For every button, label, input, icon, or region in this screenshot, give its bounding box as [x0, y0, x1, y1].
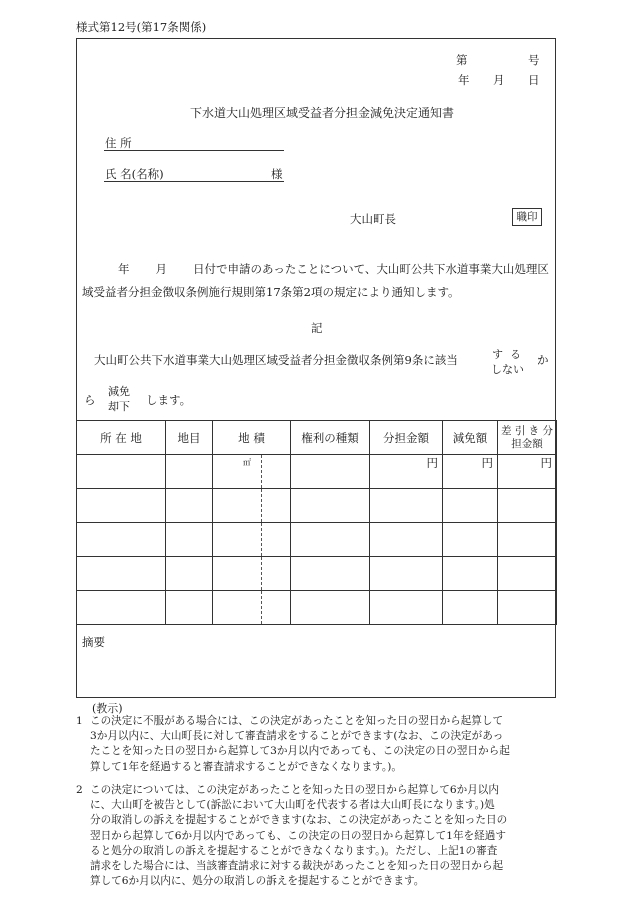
honorific: 様	[271, 167, 283, 181]
col-area: 地 積	[213, 421, 291, 455]
cell-charge-amount[interactable]	[370, 557, 443, 591]
decimal-divider	[261, 557, 290, 590]
cell-net-charge[interactable]	[498, 455, 557, 489]
cell-land-category[interactable]	[166, 455, 213, 489]
cell-right-type[interactable]	[291, 489, 370, 523]
official-seal-box: 職印	[512, 208, 542, 226]
note-2	[76, 783, 507, 889]
date-month-label: 月	[493, 73, 505, 87]
cell-location[interactable]	[77, 455, 166, 489]
cell-reduction-amount[interactable]	[443, 591, 498, 625]
cell-charge-amount[interactable]	[370, 523, 443, 557]
cell-right-type[interactable]	[291, 591, 370, 625]
decision-text-1: 大山町公共下水道事業大山処理区域受益者分担金徴収条例第9条に該当	[94, 353, 458, 367]
cell-net-charge[interactable]	[498, 557, 557, 591]
name-label: 氏 名(名称)	[105, 167, 164, 181]
col-charge-amount: 分担金額	[370, 421, 443, 455]
cell-location[interactable]	[77, 489, 166, 523]
yen-unit: 円	[540, 456, 552, 470]
sqm-unit: ㎡	[243, 458, 251, 467]
decision-shimasu: します。	[146, 393, 192, 407]
remarks-label: 摘要	[82, 635, 105, 649]
cell-area[interactable]	[213, 523, 291, 557]
note-2-line: 翌日から起算して6か月以内であっても、この決定の日の翌日から起算して1年を経過す	[90, 829, 506, 842]
note-2-number: 2	[76, 784, 83, 796]
cell-reduction-amount[interactable]	[443, 523, 498, 557]
decimal-divider	[261, 489, 290, 522]
cell-right-type[interactable]	[291, 455, 370, 489]
document-number-suffix: 号	[528, 53, 540, 67]
cell-area[interactable]	[213, 591, 291, 625]
intro-line-2: 域受益者分担金徴収条例施行規則第17条第2項の規定により通知します。	[82, 285, 460, 299]
decision-ka: か	[537, 353, 549, 367]
option-shinai: しない	[491, 363, 524, 376]
decimal-divider	[261, 523, 290, 556]
date-day-label: 日	[528, 73, 540, 87]
note-2-line: 算して6か月以内に、処分の取消しの訴えを提起することができます。	[90, 875, 425, 888]
name-underline	[104, 181, 284, 182]
cell-area[interactable]	[213, 455, 291, 489]
notes-title: (教示)	[92, 702, 123, 715]
ki-heading: 記	[311, 321, 323, 335]
intro-line-1	[118, 261, 549, 277]
cell-location[interactable]	[77, 591, 166, 625]
note-1-line: 1 この決定に不服がある場合には、この決定があったことを知った日の翌日から起算して	[76, 714, 510, 729]
cell-area[interactable]	[213, 557, 291, 591]
cell-net-charge[interactable]	[498, 591, 557, 625]
yen-unit: 円	[426, 456, 438, 470]
decimal-divider	[261, 591, 290, 624]
note-1-number: 1	[76, 715, 83, 727]
cell-charge-amount[interactable]	[370, 489, 443, 523]
table-row	[77, 591, 557, 625]
note-1-line: 算して1年を経過すると審査請求することができなくなります。)。	[90, 760, 402, 773]
col-reduction-amount: 減免額	[443, 421, 498, 455]
date-year-label: 年	[458, 73, 470, 87]
option-suru: する	[492, 348, 528, 361]
note-2-line: ると処分の取消しの訴えを提起することができなくなります。)。ただし、上記1の審査	[90, 844, 498, 857]
option-kyakka: 却下	[108, 400, 130, 413]
col-land-category: 地目	[166, 421, 213, 455]
col-location: 所 在 地	[77, 421, 166, 455]
cell-net-charge[interactable]	[498, 523, 557, 557]
cell-area[interactable]	[213, 489, 291, 523]
address-label: 住 所	[105, 136, 132, 150]
note-1-line: 3か月以内に、大山町長に対して審査請求をすることができます(なお、この決定があっ	[90, 730, 504, 743]
note-2-line: に、大山町を被告として(訴訟において大山町を代表する者は大山町長になります。)処	[90, 799, 495, 812]
decimal-divider	[261, 455, 290, 488]
intro-month: 月	[155, 262, 167, 276]
cell-net-charge[interactable]	[498, 489, 557, 523]
cell-right-type[interactable]	[291, 523, 370, 557]
document-number-prefix: 第	[456, 53, 468, 67]
note-2-line: 分の取消しの訴えを提起することができます(なお、この決定があったことを知った日の	[90, 814, 508, 827]
remarks-divider	[76, 624, 556, 625]
table-row	[77, 557, 557, 591]
table-row	[77, 523, 557, 557]
intro-text-1: 日付で申請のあったことについて、大山町公共下水道事業大山処理区	[193, 262, 549, 276]
note-1	[76, 714, 510, 775]
address-underline	[104, 150, 284, 151]
intro-year: 年	[118, 262, 130, 276]
table-header-row	[77, 421, 557, 455]
cell-location[interactable]	[77, 557, 166, 591]
decision-ra: ら	[84, 393, 96, 407]
issuer-mayor: 大山町長	[350, 212, 396, 226]
cell-land-category[interactable]	[166, 557, 213, 591]
land-table	[76, 420, 557, 625]
cell-reduction-amount[interactable]	[443, 489, 498, 523]
cell-land-category[interactable]	[166, 489, 213, 523]
form-number-label: 様式第12号(第17条関係)	[76, 20, 207, 34]
cell-right-type[interactable]	[291, 557, 370, 591]
option-genmen: 減免	[108, 385, 130, 398]
note-1-line: たことを知った日の翌日から起算して3か月以内であっても、この決定の日の翌日から起	[90, 745, 510, 758]
document-title: 下水道大山処理区域受益者分担金減免決定通知書	[190, 106, 455, 120]
col-right-type: 権利の種類	[291, 421, 370, 455]
cell-charge-amount[interactable]	[370, 591, 443, 625]
cell-land-category[interactable]	[166, 591, 213, 625]
col-net-charge: 差 引 き 分担金額	[498, 421, 557, 455]
note-2-line: 請求をした場合には、当該審査請求に対する裁決があったことを知った日の翌日から起	[90, 860, 504, 873]
cell-location[interactable]	[77, 523, 166, 557]
yen-unit: 円	[481, 456, 493, 470]
table-row	[77, 455, 557, 489]
cell-land-category[interactable]	[166, 523, 213, 557]
cell-reduction-amount[interactable]	[443, 557, 498, 591]
cell-charge-amount[interactable]	[370, 455, 443, 489]
note-2-line: 2 この決定については、この決定があったことを知った日の翌日から起算して6か月以内	[76, 783, 507, 798]
cell-reduction-amount[interactable]	[443, 455, 498, 489]
table-row	[77, 489, 557, 523]
